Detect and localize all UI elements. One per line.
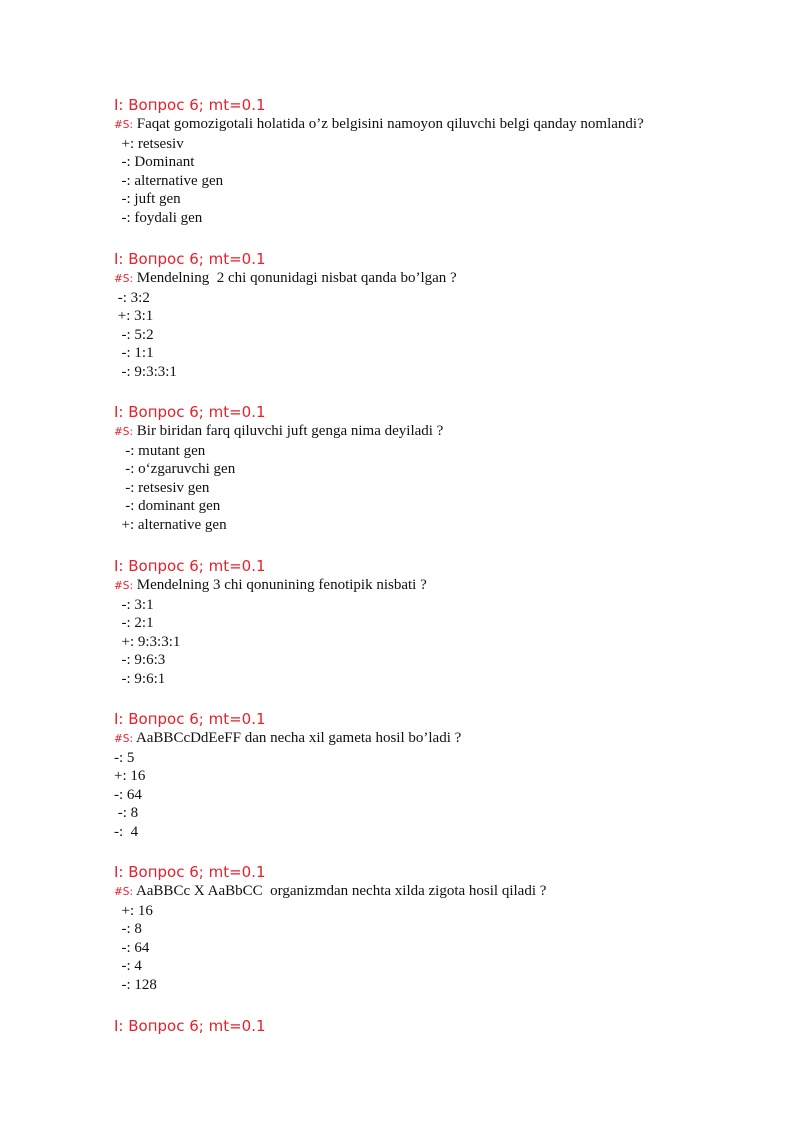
answer-option: -: 64 [114, 786, 142, 803]
question-header: I: Вопрос 6; mt=0.1 [114, 710, 266, 728]
question-header: I: Вопрос 6; mt=0.1 [114, 1017, 266, 1035]
answer-option: -: 9:6:1 [114, 670, 166, 687]
answer-option: -: 9:3:3:1 [114, 363, 177, 380]
answer-option: -: 3:1 [114, 596, 154, 613]
question-tag: #S: [114, 273, 134, 285]
answer-option: -: foydali gen [114, 209, 203, 226]
question-tag: #S: [114, 580, 134, 592]
question-text: Mendelning 3 chi qonunining fenotipik nisbati ? [133, 577, 427, 593]
question-text: Faqat gomozigotali holatida o’z belgisini namoyon qiluvchi belgi qanday nomlandi? [133, 116, 644, 132]
answer-option: +: 9:3:3:1 [114, 633, 181, 650]
answer-option: -: o‘zgaruvchi gen [114, 461, 236, 478]
answer-option: -: 8 [114, 805, 139, 822]
answer-option: -: 1:1 [114, 345, 154, 362]
question-text-line [114, 576, 427, 596]
answer-option: +: 16 [114, 902, 153, 919]
answer-option: +: retsesiv [114, 135, 184, 152]
question-block-5 [114, 710, 461, 842]
answer-option: -: 4 [114, 823, 139, 840]
answer-option: -: 64 [114, 939, 150, 956]
question-text: Bir biridan farq qiluvchi juft genga nima deyiladi ? [133, 423, 444, 439]
answer-option: -: juft gen [114, 191, 181, 208]
answer-option: -: Dominant [114, 154, 195, 171]
answer-option: -: 9:6:3 [114, 652, 166, 669]
question-text: AaBBCcDdEeFF dan necha xil gameta hosil bo’ladi ? [133, 730, 462, 746]
answer-option: -: 3:2 [114, 289, 150, 306]
question-block-2 [114, 250, 457, 382]
question-block-7 [114, 1017, 266, 1035]
answer-option: -: dominant gen [114, 498, 221, 515]
answer-option: -: 8 [114, 921, 142, 938]
question-header: I: Вопрос 6; mt=0.1 [114, 403, 266, 421]
answer-option: -: alternative gen [114, 172, 224, 189]
question-text-line [114, 269, 457, 289]
question-tag: #S: [114, 426, 134, 438]
answer-option: +: 16 [114, 768, 146, 785]
answer-option: -: 4 [114, 958, 142, 975]
question-header: I: Вопрос 6; mt=0.1 [114, 250, 266, 268]
answer-option: -: retsesiv gen [114, 479, 210, 496]
answer-option: -: 2:1 [114, 615, 154, 632]
question-header: I: Вопрос 6; mt=0.1 [114, 863, 266, 881]
question-header: I: Вопрос 6; mt=0.1 [114, 557, 266, 575]
question-block-3 [114, 403, 443, 535]
question-text-line [114, 882, 546, 902]
answer-option: +: 3:1 [114, 308, 154, 325]
question-block-4 [114, 557, 427, 689]
question-text: Mendelning 2 chi qonunidagi nisbat qanda bo’lgan ? [133, 270, 457, 286]
answer-option: -: 5 [114, 749, 135, 766]
question-text-line [114, 115, 644, 135]
answer-option: -: 5:2 [114, 326, 154, 343]
answer-option: -: 128 [114, 976, 157, 993]
question-tag: #S: [114, 733, 134, 745]
question-tag: #S: [114, 886, 134, 898]
question-tag: #S: [114, 119, 134, 131]
answer-option: +: alternative gen [114, 516, 227, 533]
question-block-6 [114, 863, 546, 995]
question-block-1 [114, 96, 644, 228]
answer-option: -: mutant gen [114, 442, 206, 459]
question-text-line [114, 422, 443, 442]
question-text: AaBBCc X AaBbCC organizmdan nechta xilda zigota hosil qiladi ? [133, 883, 547, 899]
question-text-line [114, 729, 461, 749]
question-header: I: Вопрос 6; mt=0.1 [114, 96, 266, 114]
